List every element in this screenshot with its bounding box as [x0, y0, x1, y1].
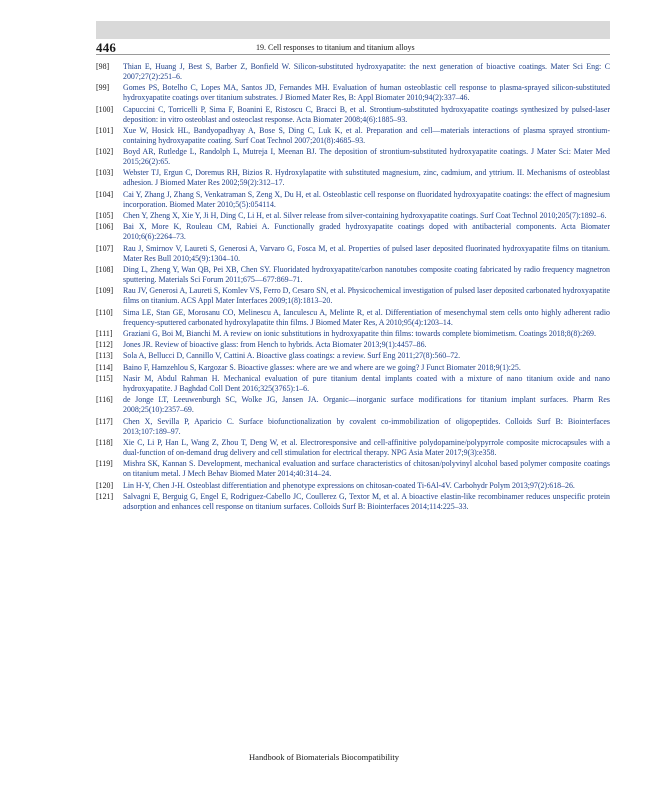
reference-number: [121]	[96, 491, 114, 501]
reference-number: [107]	[96, 243, 114, 253]
reference-item	[96, 168, 610, 188]
reference-number: [110]	[96, 307, 113, 317]
reference-text[interactable]: Xue W, Hosick HL, Bandyopadhyay A, Bose S, Ding C, Luk K, et al. Preparation and cell—materials interactions of plasma sprayed strontium-containing hydroxyapatite coating. Surf Coat Technol 2007;201(8):4685–93.	[123, 125, 610, 145]
reference-text[interactable]: Thian E, Huang J, Best S, Barber Z, Bonfield W. Silicon-substituted hydroxyapatite: the next generation of bioactive coatings. Mater Sci Eng: C 2007;27(2):251–6.	[123, 62, 610, 81]
reference-text[interactable]: Ding L, Zheng Y, Wan QB, Pei XB, Chen SY. Fluoridated hydroxyapatite/carbon nanotubes composite coating fabricated by radio frequency magnetron sputtering. Materials Sci Forum 2011;675—677:869–71.	[123, 264, 610, 284]
reference-text[interactable]: Boyd AR, Rutledge L, Randolph L, Mutreja I, Meenan BJ. The deposition of strontium-substituted hydroxyapatite coatings. J Mater Sci: Mater Med 2015;26(2):65.	[123, 147, 610, 167]
reference-number: [104]	[96, 189, 114, 199]
reference-number: [112]	[96, 340, 113, 350]
reference-number: [118]	[96, 437, 113, 447]
reference-number: [105]	[96, 211, 114, 221]
reference-number: [101]	[96, 125, 114, 135]
reference-item	[96, 126, 610, 146]
reference-text[interactable]: Cai Y, Zhang J, Zhang S, Venkatraman S, Zeng X, Du H, et al. Osteoblastic cell response on fluoridated hydroxyapatite coatings: the effect of magnesium incorporation. Biomed Mater 2010;5(5):054114.	[123, 189, 610, 209]
reference-text[interactable]: Salvagni E, Berguig G, Engel E, Rodriguez-Cabello JC, Coullerez G, Textor M, et al. A bioactive elastin-like recombinamer reduces unspecific protein adsorption and enhances cell response on titanium surfaces. Colloids Surf B: Biointerfaces 2014;114:225–33.	[123, 491, 610, 511]
reference-text[interactable]: Baino F, Hamzehlou S, Kargozar S. Bioactive glasses: where are we and where are we going? J Funct Biomater 2018;9(1):25.	[123, 362, 521, 372]
reference-number: [117]	[96, 416, 113, 426]
reference-text[interactable]: Rau JV, Generosi A, Laureti S, Komlev VS, Ferro D, Cesaro SN, et al. Physicochemical investigation of pulsed laser deposited carbonated hydroxyapatite films on titanium. ACS Appl Mater Interfaces 2009;1(8):1813–20.	[123, 286, 610, 306]
reference-text[interactable]: Chen Y, Zheng X, Xie Y, Ji H, Ding C, Li H, et al. Silver release from silver-containing hydroxyapatite coatings. Surf Coat Technol 2010;205(7):1892–6.	[123, 211, 607, 221]
reference-item	[96, 438, 610, 458]
reference-item	[96, 265, 610, 285]
reference-text[interactable]: Nasir M, Abdul Rahman H. Mechanical evaluation of pure titanium dental implants coated with a mixture of nano titanium oxide and nano hydroxyapatite. J Baghdad Coll Dent 2016;325(3765):1–6.	[123, 374, 610, 394]
reference-number: [120]	[96, 480, 114, 490]
reference-list	[96, 62, 610, 513]
reference-number: [99]	[96, 83, 110, 93]
reference-item	[96, 147, 610, 167]
reference-item	[96, 286, 610, 306]
reference-item	[96, 211, 610, 221]
reference-number: [113]	[96, 351, 113, 361]
reference-number: [116]	[96, 395, 113, 405]
reference-text[interactable]: Chen X, Sevilla P, Aparicio C. Surface biofunctionalization by covalent co-immobilization of oligopeptides. Colloids Surf B: Biointerfaces 2013;107:189–97.	[123, 416, 610, 436]
footer-book-title: Handbook of Biomaterials Biocompatibility	[249, 752, 399, 762]
reference-item	[96, 105, 610, 125]
reference-text[interactable]: Webster TJ, Ergun C, Doremus RH, Bizios R. Hydroxylapatite with substituted magnesium, zinc, cadmium, and yttrium. II. Mechanisms of osteoblast adhesion. J Biomed Mater Res 2002;59(2):312–17.	[123, 168, 610, 188]
page-number: 446	[96, 40, 117, 55]
reference-text[interactable]: Sola A, Bellucci D, Cannillo V, Cattini A. Bioactive glass coatings: a review. Surf Eng 2011;27(8):560–72.	[123, 351, 461, 361]
reference-text[interactable]: Gomes PS, Botelho C, Lopes MA, Santos JD, Fernandes MH. Evaluation of human osteoblastic cell response to plasma-sprayed silicon-substituted hydroxyapatite coatings over titanium substrates. J Biomed Mater Res, B: Appl Biomater 2010;94(2):337–46.	[123, 83, 610, 103]
reference-item	[96, 244, 610, 264]
reference-item	[96, 83, 610, 103]
reference-number: [119]	[96, 459, 113, 469]
reference-text[interactable]: Xie C, Li P, Han L, Wang Z, Zhou T, Deng W, et al. Electroresponsive and cell-affinitive polydopamine/polypyrrole composite microcapsules with a dual-function of on-demand drug delivery and cell stimulation for electrical therapy. NPG Asia Mater 2017;9(3):e358.	[123, 437, 610, 457]
reference-number: [103]	[96, 168, 114, 178]
reference-item	[96, 308, 610, 328]
reference-text[interactable]: Sima LE, Stan GE, Morosanu CO, Melinescu A, Ianculescu A, Melinte R, et al. Differentiation of mesenchymal stem cells onto highly adherent radio frequency-sputtered carbonated hydroxylapatite thin films. J Biomed Mater Res, A 2010;95(4):1203–14.	[123, 307, 610, 327]
reference-text[interactable]: Rau J, Smirnov V, Laureti S, Generosi A, Varvaro G, Fosca M, et al. Properties of pulsed laser deposited fluorinated hydroxyapatite films on titanium. Mater Res Bull 2010;45(9):1304–10.	[123, 243, 610, 263]
reference-text[interactable]: Capuccini C, Torricelli P, Sima F, Boanini E, Ristoscu C, Bracci B, et al. Strontium-substituted hydroxyapatite coatings synthesized by pulsed-laser deposition: in vitro osteoblast and osteoclast response. Acta Biomater 2008;4(6):1885–93.	[123, 104, 610, 124]
reference-item	[96, 351, 610, 361]
reference-number: [102]	[96, 147, 114, 157]
running-head: 19. Cell responses to titanium and titanium alloys	[256, 43, 415, 52]
reference-item	[96, 374, 610, 394]
reference-item	[96, 190, 610, 210]
reference-text[interactable]: Mishra SK, Kannan S. Development, mechanical evaluation and surface characteristics of chitosan/polyvinyl alcohol based polymer composite coatings on titanium metal. J Mech Behav Biomed Mater 2014;40:314–24.	[123, 459, 610, 479]
reference-item	[96, 329, 610, 339]
reference-number: [100]	[96, 104, 114, 114]
reference-item	[96, 481, 610, 491]
reference-item	[96, 363, 610, 373]
reference-text[interactable]: Graziani G, Boi M, Bianchi M. A review on ionic substitutions in hydroxyapatite thin films: towards complete biomimetism. Coatings 2018;8(8):269.	[123, 328, 596, 338]
reference-number: [98]	[96, 62, 110, 71]
reference-text[interactable]: de Jonge LT, Leeuwenburgh SC, Wolke JG, Jansen JA. Organic—inorganic surface modifications for titanium implant surfaces. Pharm Res 2008;25(10):2357–69.	[123, 395, 610, 415]
reference-item	[96, 492, 610, 512]
reference-text[interactable]: Bai X, More K, Rouleau CM, Rabiei A. Functionally graded hydroxyapatite coatings doped with antibacterial components. Acta Biomater 2010;6(6):2264–73.	[123, 222, 610, 242]
reference-number: [115]	[96, 374, 113, 384]
reference-item	[96, 459, 610, 479]
reference-number: [106]	[96, 222, 114, 232]
reference-number: [108]	[96, 264, 114, 274]
reference-text[interactable]: Lin H-Y, Chen J-H. Osteoblast differentiation and phenotype expressions on chitosan-coated Ti-6Al-4V. Carbohydr Polym 2013;97(2):618–26.	[123, 480, 575, 490]
reference-number: [111]	[96, 328, 113, 338]
reference-number: [109]	[96, 286, 114, 296]
reference-item	[96, 395, 610, 415]
header-band	[96, 21, 610, 39]
reference-item	[96, 62, 610, 82]
reference-number: [114]	[96, 362, 113, 372]
reference-item	[96, 417, 610, 437]
reference-text[interactable]: Jones JR. Review of bioactive glass: from Hench to hybrids. Acta Biomater 2013;9(1):4457–86.	[123, 340, 427, 350]
header-rule	[96, 54, 610, 55]
reference-item	[96, 222, 610, 242]
reference-item	[96, 340, 610, 350]
